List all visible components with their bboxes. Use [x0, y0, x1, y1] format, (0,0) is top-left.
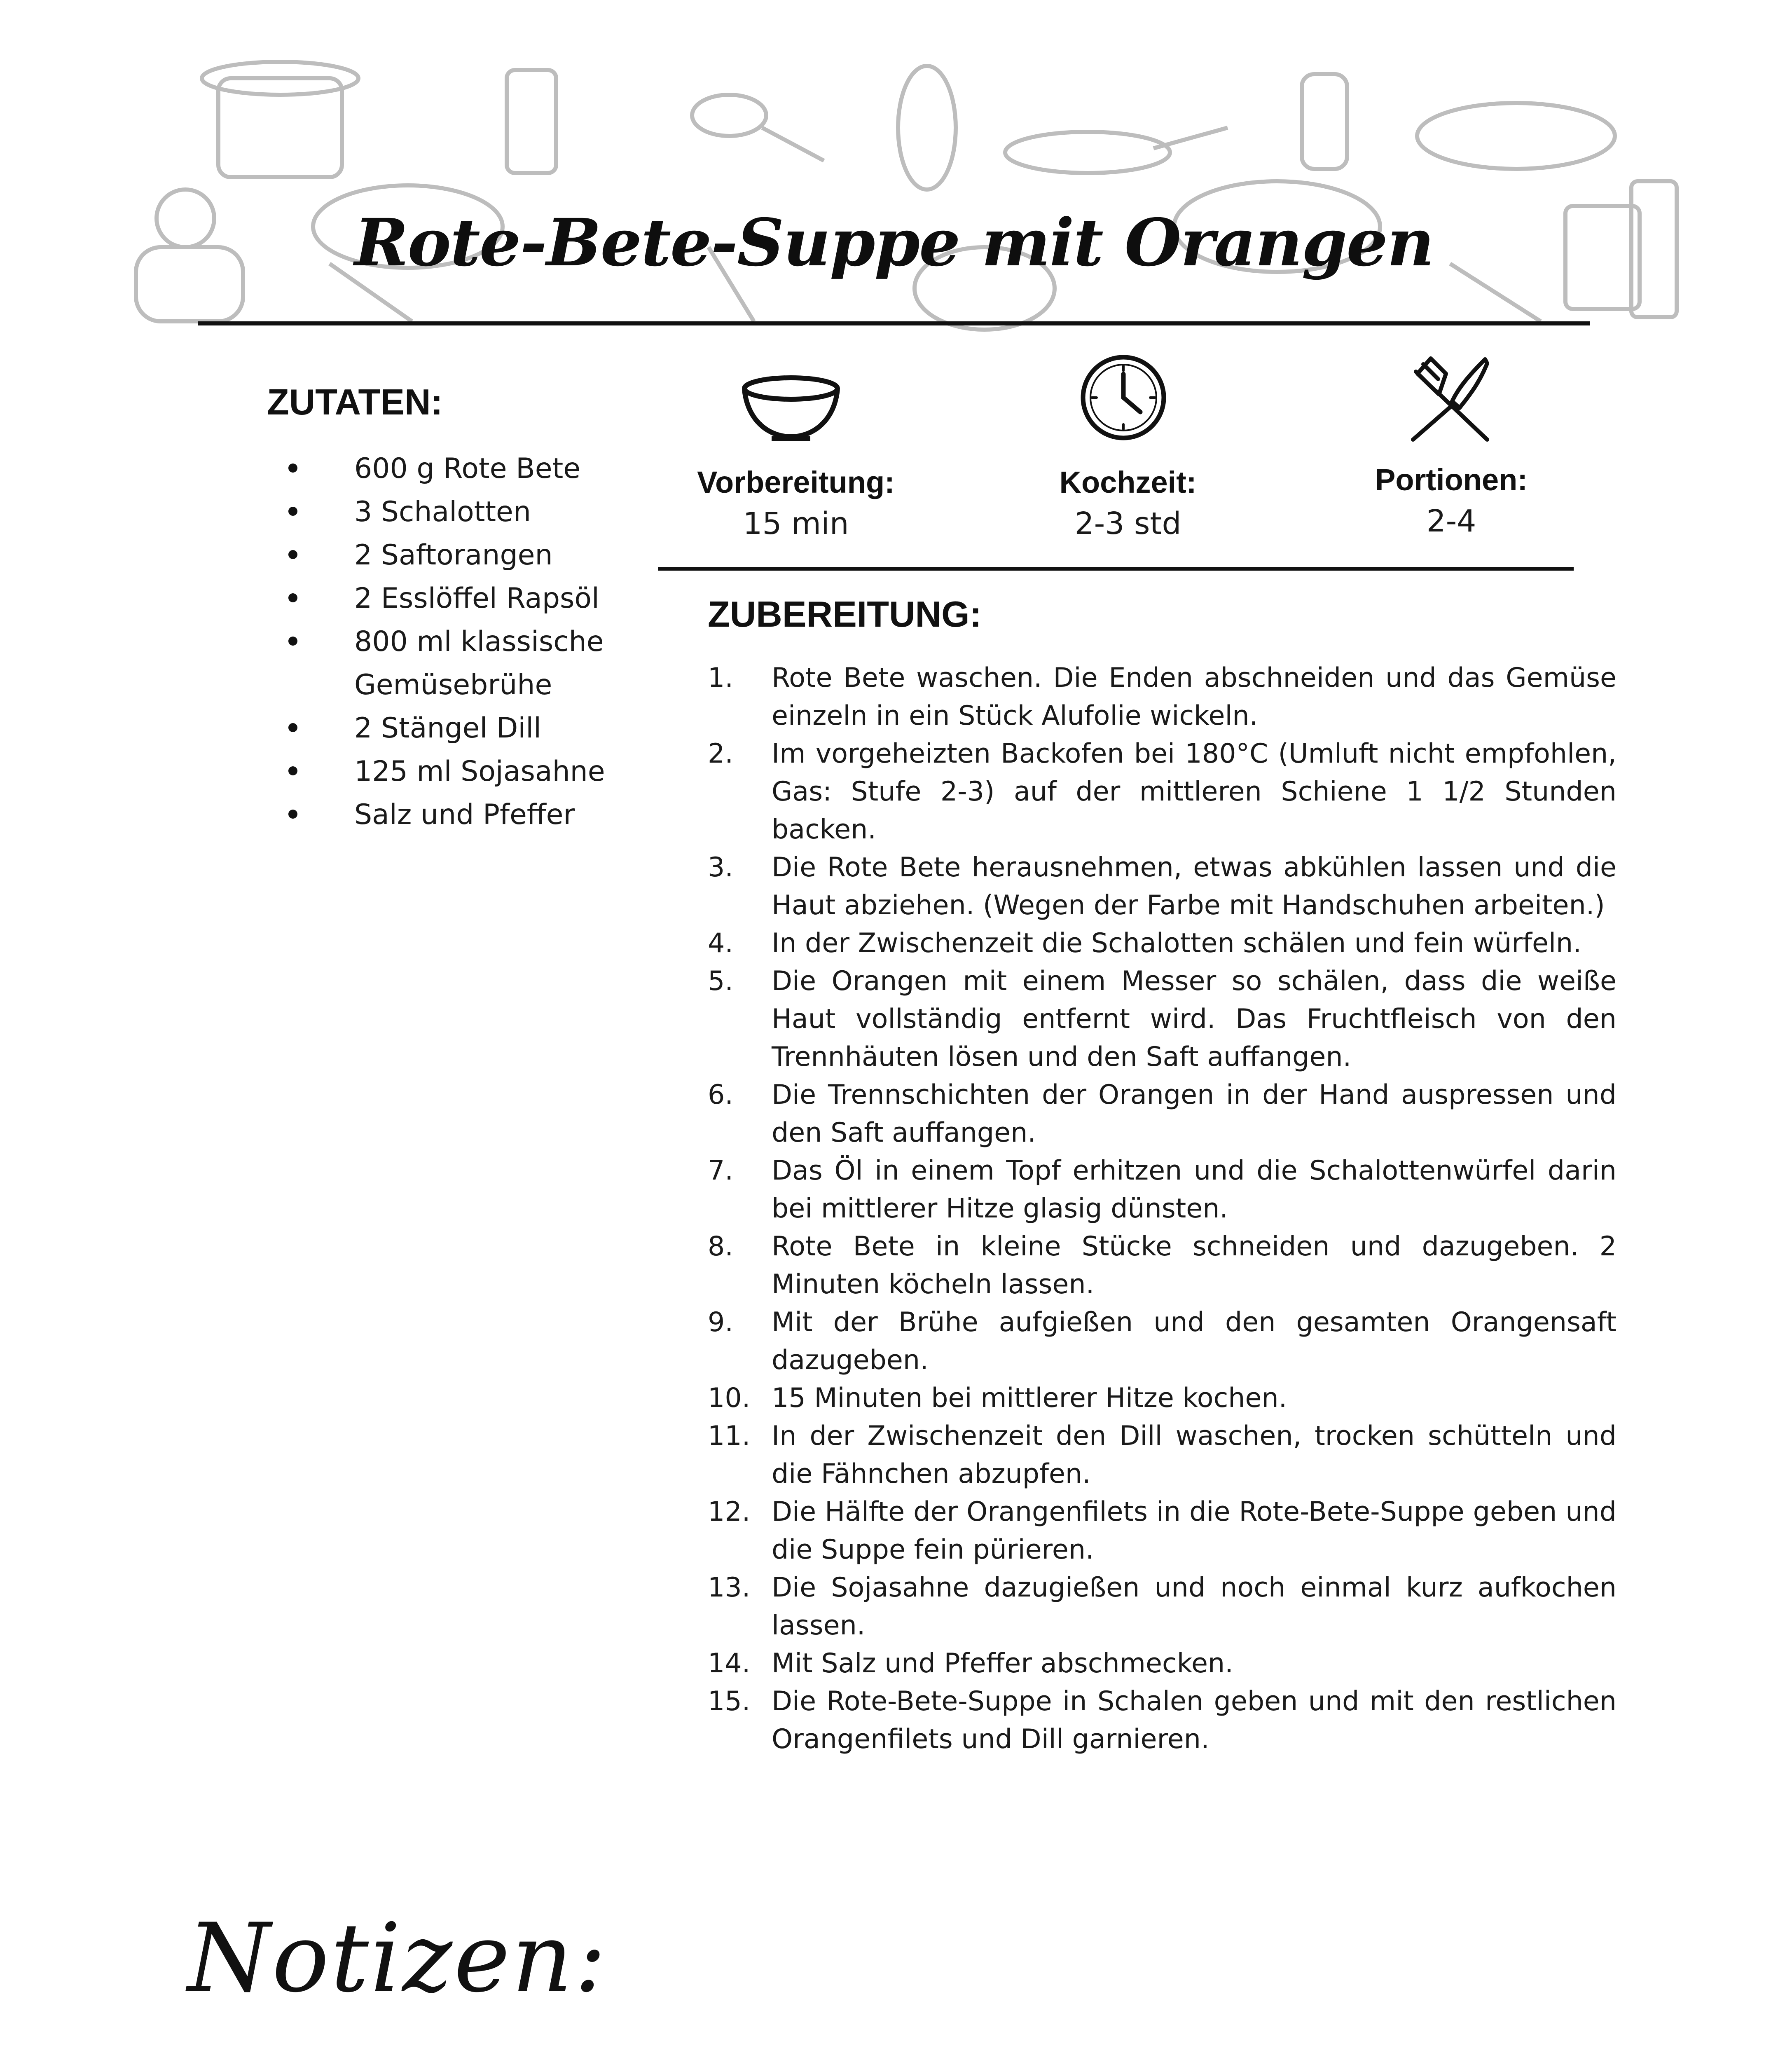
step-number: 10.	[708, 1383, 751, 1414]
step-number: 4.	[708, 928, 734, 959]
preparation-step	[708, 1645, 1617, 1683]
preparation-step	[708, 1379, 1617, 1417]
step-text: Die Sojasahne dazugießen und noch einmal kurz aufkochen lassen.	[772, 1572, 1617, 1641]
fork-knife-icon	[1407, 355, 1493, 444]
preparation-step	[708, 1304, 1617, 1379]
step-text: In der Zwischenzeit die Schalotten schälen und fein würfeln.	[772, 928, 1581, 959]
info-divider	[658, 567, 1574, 571]
step-number: 8.	[708, 1231, 734, 1262]
bowl-icon	[739, 373, 842, 443]
recipe-title: Rote-Bete-Suppe mit Orangen	[354, 205, 1434, 281]
step-text: Rote Bete in kleine Stücke schneiden und dazugeben. 2 Minuten köcheln lassen.	[772, 1231, 1617, 1300]
ingredient-item: 600 g Rote Bete	[288, 447, 643, 490]
step-number: 13.	[708, 1572, 751, 1603]
ingredients-list	[288, 447, 643, 836]
step-text: Mit Salz und Pfeffer abschmecken.	[772, 1648, 1233, 1679]
preparation-heading: ZUBEREITUNG:	[708, 594, 982, 634]
prep-time-value: 15 min	[743, 506, 849, 541]
step-text: 15 Minuten bei mittlerer Hitze kochen.	[772, 1383, 1287, 1414]
prep-time-label: Vorbereitung:	[697, 465, 895, 499]
step-number: 11.	[708, 1421, 751, 1451]
step-text: Die Trennschichten der Orangen in der Hand auspressen und den Saft auffangen.	[772, 1079, 1617, 1148]
step-text: In der Zwischenzeit den Dill waschen, trocken schütteln und die Fähnchen abzupfen.	[772, 1421, 1617, 1489]
step-number: 3.	[708, 852, 734, 883]
cook-time-label: Kochzeit:	[1059, 465, 1197, 499]
step-number: 5.	[708, 966, 734, 997]
step-text: Die Orangen mit einem Messer so schälen, dass die weiße Haut vollständig entfernt wird. Das Fruchtfleisch von den Trennhäuten lösen und den Saft auffangen.	[772, 966, 1617, 1072]
step-number: 14.	[708, 1648, 751, 1679]
ingredient-item: 3 Schalotten	[288, 490, 643, 534]
step-text: Im vorgeheizten Backofen bei 180°C (Umluft nicht empfohlen, Gas: Stufe 2-3) auf der mittleren Schiene 1 1/2 Stunden backen.	[772, 738, 1617, 845]
preparation-step	[708, 1493, 1617, 1569]
servings-label: Portionen:	[1375, 463, 1528, 497]
ingredients-heading: ZUTATEN:	[267, 382, 443, 422]
clock-icon	[1079, 353, 1168, 442]
step-text: Die Rote-Bete-Suppe in Schalen geben und mit den restlichen Orangenfilets und Dill garnieren.	[772, 1686, 1617, 1755]
step-text: Das Öl in einem Topf erhitzen und die Schalottenwürfel darin bei mittlerer Hitze glasig dünsten.	[772, 1155, 1617, 1224]
preparation-step	[708, 925, 1617, 962]
preparation-step	[708, 735, 1617, 849]
step-text: Die Hälfte der Orangenfilets in die Rote-Bete-Suppe geben und die Suppe fein pürieren.	[772, 1496, 1617, 1565]
step-text: Rote Bete waschen. Die Enden abschneiden und das Gemüse einzeln in ein Stück Alufolie wickeln.	[772, 662, 1617, 731]
preparation-step	[708, 1417, 1617, 1493]
preparation-steps	[708, 659, 1617, 1758]
preparation-step	[708, 1683, 1617, 1758]
step-number: 9.	[708, 1307, 734, 1338]
cook-time-value: 2-3 std	[1074, 506, 1181, 541]
ingredient-item: 2 Esslöffel Rapsöl	[288, 577, 643, 620]
ingredient-item: 2 Stängel Dill	[288, 707, 643, 750]
preparation-step	[708, 1569, 1617, 1645]
preparation-step	[708, 1228, 1617, 1304]
ingredient-item: 800 ml klassische Gemüsebrühe	[288, 620, 643, 707]
step-number: 6.	[708, 1079, 734, 1110]
step-number: 1.	[708, 662, 734, 693]
preparation-step	[708, 962, 1617, 1076]
step-number: 2.	[708, 738, 734, 769]
notes-heading: Notizen:	[187, 1903, 608, 2013]
preparation-step	[708, 849, 1617, 925]
step-text: Die Rote Bete herausnehmen, etwas abkühlen lassen und die Haut abziehen. (Wegen der Farbe mit Handschuhen arbeiten.)	[772, 852, 1617, 921]
step-number: 15.	[708, 1686, 751, 1717]
preparation-step	[708, 1152, 1617, 1228]
preparation-step	[708, 1076, 1617, 1152]
ingredient-item: 2 Saftorangen	[288, 534, 643, 577]
step-text: Mit der Brühe aufgießen und den gesamten Orangensaft dazugeben.	[772, 1307, 1617, 1376]
step-number: 7.	[708, 1155, 734, 1186]
preparation-step	[708, 659, 1617, 735]
ingredient-item: Salz und Pfeffer	[288, 793, 643, 836]
step-number: 12.	[708, 1496, 751, 1527]
servings-value: 2-4	[1426, 503, 1476, 539]
ingredient-item: 125 ml Sojasahne	[288, 750, 643, 793]
title-divider	[198, 321, 1590, 325]
